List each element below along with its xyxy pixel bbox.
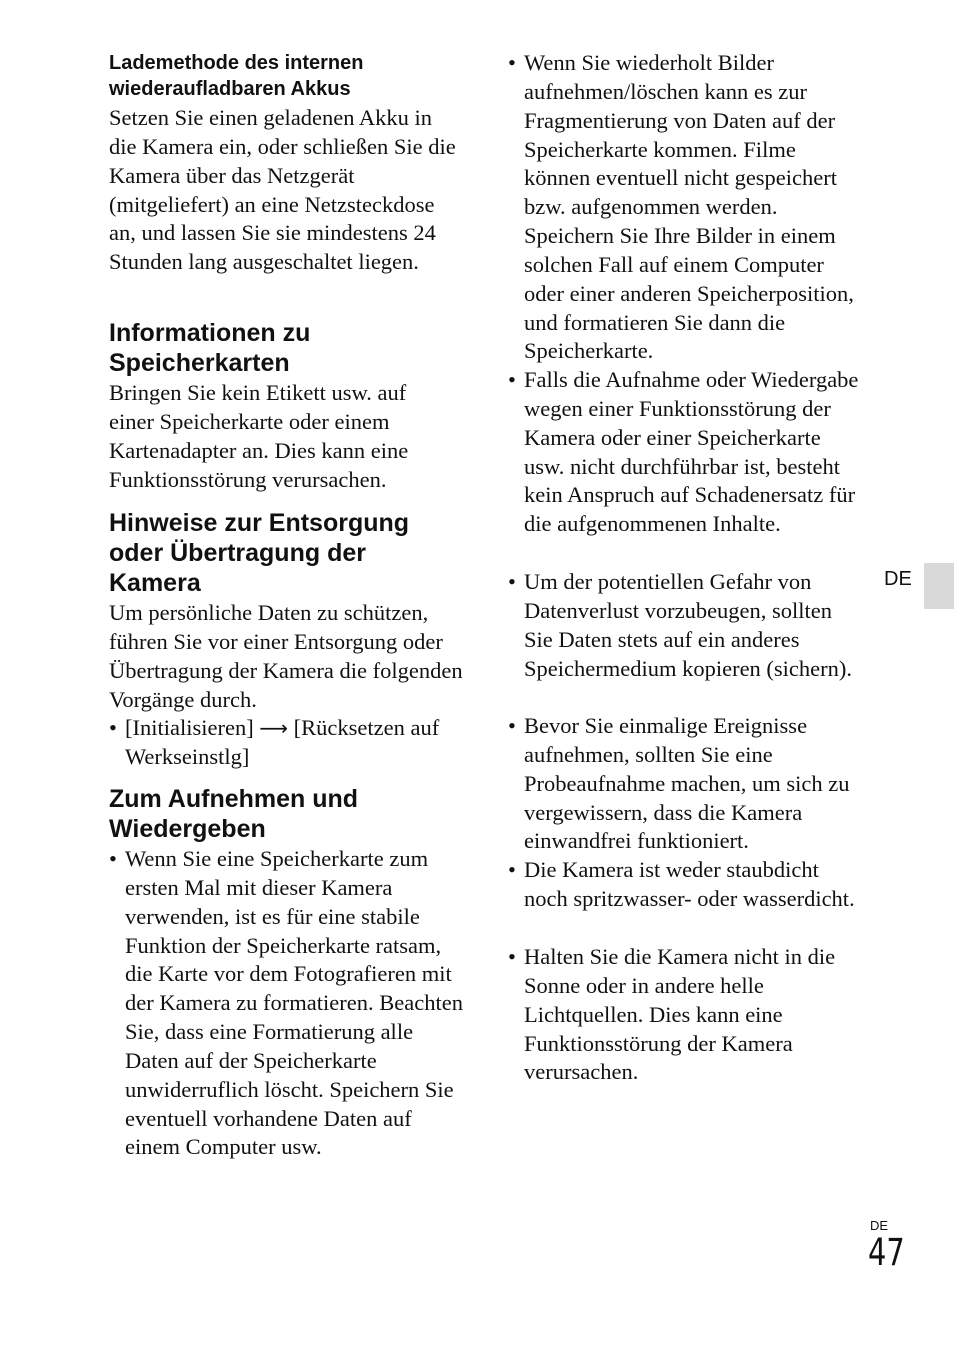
page-number: 47 [868, 1231, 905, 1274]
reset-step-factory: [Rücksetzen auf Werkseinstlg] [125, 715, 440, 769]
reset-step-initialize: [Initialisieren] [125, 715, 254, 740]
arrow-right-icon: ⟶ [259, 716, 288, 740]
list-item-backup: • Um der potentiellen Gefahr von Datenverlust vorzubeugen, sollten Sie Daten stets auf ein anderes Speichermedium kopieren (sichern). [508, 568, 864, 683]
heading-recording-playback: Zum Aufnehmen und Wiedergeben [109, 785, 359, 843]
heading-disposal-transfer: Hinweise zur Entsorgung oder Übertragung der Kamera [109, 509, 410, 597]
language-tab [924, 563, 954, 609]
language-tab-label: DE [884, 568, 912, 590]
list-item-reset [109, 714, 464, 772]
heading-memory-cards: Informationen zu Speicherkarten [109, 319, 311, 377]
list-item-format-card: • Wenn Sie eine Speicherkarte zum ersten Mal mit dieser Kamera verwenden, ist es für eine stabile Funktion der Speicherkarte ratsam, die Karte vor dem Fotografieren mit der Kamera zu formatieren. Beachten Sie, dass eine Formatierung alle Daten auf der Speicherkarte unwiderruflich löscht. Speichern Sie eventuell vorhandene Daten auf einem Computer usw. [109, 845, 464, 1162]
paragraph-disposal-transfer: Um persönliche Daten zu schützen, führen Sie vor einer Entsorgung oder Übertragung der Kamera die folgenden Vorgänge durch. [109, 600, 463, 712]
list-item-fragmentation: • Wenn Sie wiederholt Bilder aufnehmen/löschen kann es zur Fragmentierung von Daten auf der Speicherkarte kommen. Filme können eventuell nicht gespeichert bzw. aufgenommen werden. Speichern Sie Ihre Bilder in einem solchen Fall auf einem Computer oder einer anderen Speicherposition, und formatieren Sie dann die Speicherkarte. [508, 49, 864, 366]
heading-charging-method: Lademethode des internen wiederaufladbaren Akkus [109, 52, 364, 100]
list-item-not-waterproof: • Die Kamera ist weder staubdicht noch spritzwasser- oder wasserdicht. [508, 856, 864, 914]
list-item-test-shot: • Bevor Sie einmalige Ereignisse aufnehmen, sollten Sie eine Probeaufnahme machen, um sich zu vergewissern, dass die Kamera einwandfrei funktioniert. [508, 712, 864, 856]
list-item-no-compensation: • Falls die Aufnahme oder Wiedergabe wegen einer Funktionsstörung der Kamera oder einer Speicherkarte usw. nicht durchführbar ist, besteht kein Anspruch auf Schadenersatz für die aufgenommenen Inhalte. [508, 366, 864, 539]
paragraph-charging-method: Setzen Sie einen geladenen Akku in die Kamera ein, oder schließen Sie die Kamera über das Netzgerät (mitgeliefert) an eine Netzsteckdose an, und lassen Sie sie mindestens 24 Stunden lang ausgeschaltet liegen. [109, 105, 456, 275]
page-language-code: DE [870, 1218, 889, 1233]
list-item-sunlight: • Halten Sie die Kamera nicht in die Sonne oder in andere helle Lichtquellen. Dies kann eine Funktionsstörung der Kamera verursachen. [508, 943, 864, 1087]
paragraph-memory-cards: Bringen Sie kein Etikett usw. auf einer Speicherkarte oder einem Kartenadapter an. Dies kann eine Funktionsstörung verursachen. [109, 380, 409, 492]
